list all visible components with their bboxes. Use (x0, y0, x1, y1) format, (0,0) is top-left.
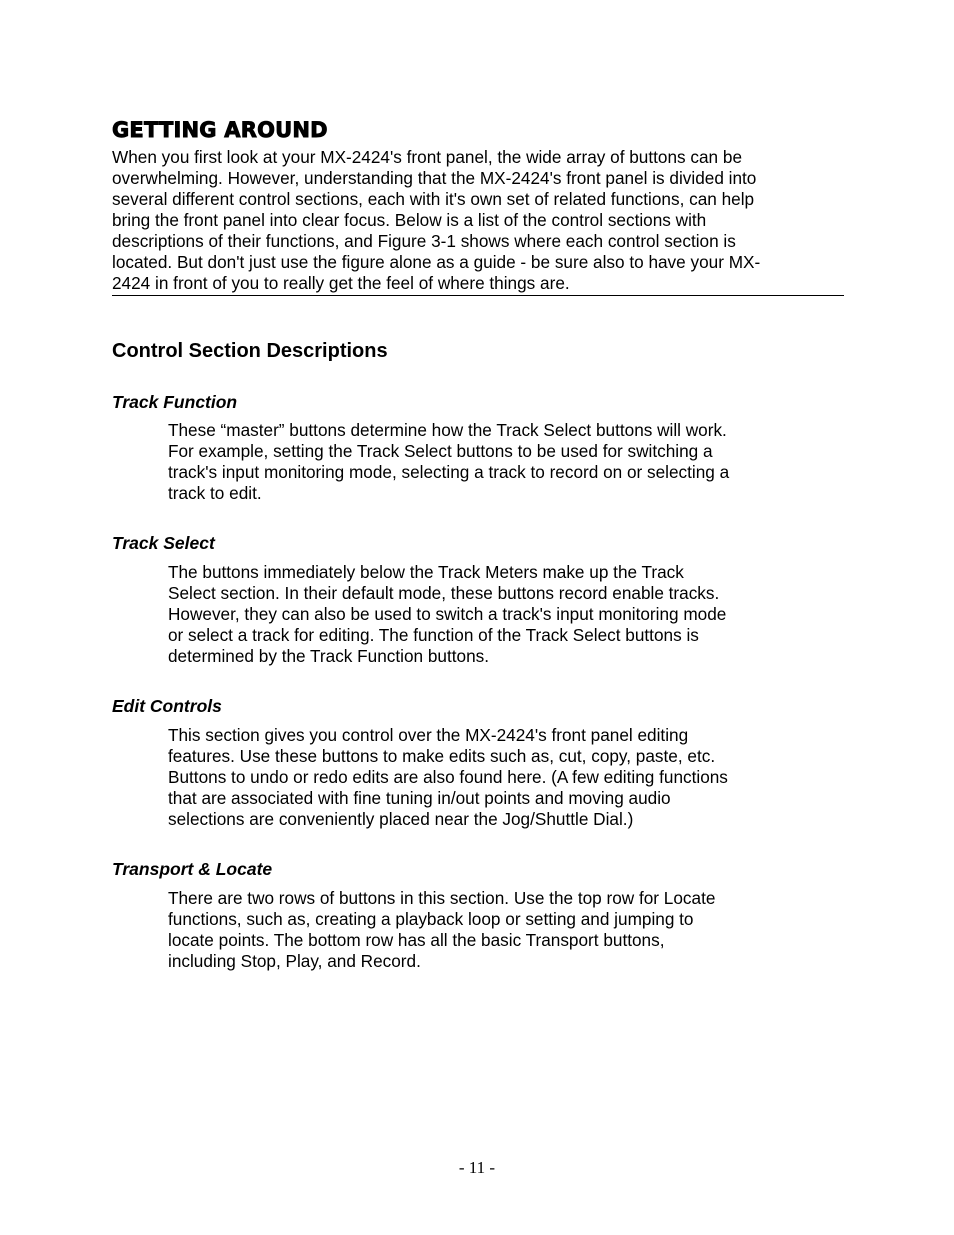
intro-line: When you first look at your MX-2424's front panel, the wide array of buttons can be (112, 147, 743, 167)
description-line: or select a track for editing. The function of the Track Select buttons is (168, 625, 699, 645)
intro-line: 2424 in front of you to really get the feel of where things are. (112, 273, 570, 293)
description-line: There are two rows of buttons in this section. Use the top row for Locate (168, 888, 716, 908)
description-line: This section gives you control over the MX-2424's front panel editing (168, 725, 689, 745)
intro-paragraph (112, 147, 844, 296)
track-function-description (168, 420, 729, 504)
transport-locate-heading: Transport & Locate (112, 859, 273, 879)
description-line: functions, such as, creating a playback loop or setting and jumping to (168, 909, 694, 929)
description-line: determined by the Track Function buttons. (168, 646, 490, 666)
description-line: including Stop, Play, and Record. (168, 951, 421, 971)
description-line: Select section. In their default mode, these buttons record enable tracks. (168, 583, 720, 603)
description-line: track to edit. (168, 483, 262, 503)
track-select-description (168, 562, 726, 667)
description-line: locate points. The bottom row has all the basic Transport buttons, (168, 930, 665, 950)
description-line: selections are conveniently placed near the Jog/Shuttle Dial.) (168, 809, 634, 829)
description-line: The buttons immediately below the Track Meters make up the Track (168, 562, 684, 582)
page-number: - 11 - (458, 1158, 496, 1177)
description-line: For example, setting the Track Select buttons to be used for switching a (168, 441, 713, 461)
description-line: features. Use these buttons to make edits such as, cut, copy, paste, etc. (168, 746, 716, 766)
intro-line: located. But don't just use the figure alone as a guide - be sure also to have your MX- (112, 252, 761, 272)
description-line: Buttons to undo or redo edits are also found here. (A few editing functions (168, 767, 728, 787)
intro-line: bring the front panel into clear focus. Below is a list of the control sections with (112, 210, 707, 230)
edit-controls-heading: Edit Controls (112, 696, 222, 716)
description-line: track's input monitoring mode, selecting a track to record on or selecting a (168, 462, 730, 482)
description-line: that are associated with fine tuning in/out points and moving audio (168, 788, 671, 808)
edit-controls-description (168, 725, 728, 830)
intro-line: several different control sections, each with it's own set of related functions, can help (112, 189, 755, 209)
intro-line: overwhelming. However, understanding that the MX-2424's front panel is divided into (112, 168, 757, 188)
description-line: However, they can also be used to switch a track's input monitoring mode (168, 604, 727, 624)
section-heading: Control Section Descriptions (112, 340, 388, 362)
track-select-heading: Track Select (112, 533, 215, 553)
track-function-heading: Track Function (112, 392, 238, 412)
page-heading: GETTING AROUND (112, 118, 328, 142)
transport-locate-description (168, 888, 715, 972)
intro-line: descriptions of their functions, and Figure 3-1 shows where each control section is (112, 231, 736, 251)
description-line: These “master” buttons determine how the Track Select buttons will work. (168, 420, 727, 440)
